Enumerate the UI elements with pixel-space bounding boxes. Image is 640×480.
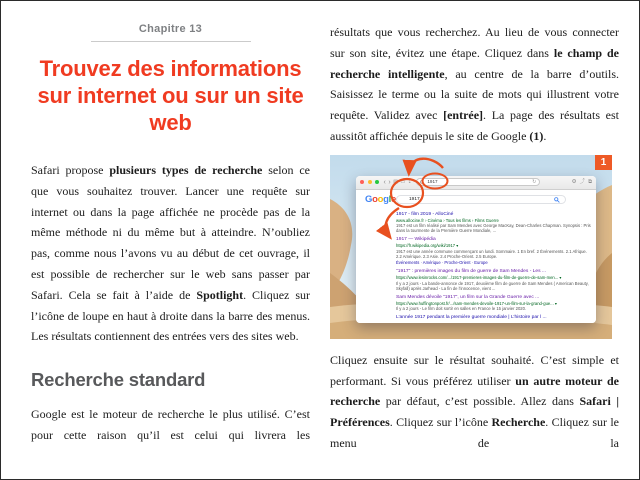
result-description: Il y a 2 jours - Le film doit sortir en salles en France le 15 janvier 2020. <box>396 306 527 312</box>
figure-safari-screenshot <box>330 155 612 339</box>
url-field-text: 1917 <box>427 179 438 185</box>
chapter-divider <box>91 41 251 42</box>
figure-number-badge: 1 <box>595 155 612 170</box>
safari-toolbar <box>356 176 596 190</box>
reload-icon[interactable]: ↻ <box>532 179 537 186</box>
result-description: 1917 est un film réalisé par Sam Mendes avec George MacKay, Dean-Charles Chapman. Synopsis : Pris dans la tourmente de la Première Guerre Mondiale, ... <box>396 223 591 234</box>
tab-overview-icon[interactable]: ⧉ <box>588 178 593 185</box>
paragraph-intro: Safari propose plusieurs types de recherche selon ce que vous souhaitez trouver. Lancer une requête sur internet ou dans la page affichée ne procède pas de la même méthode ni du même but à atteindre. N’oubliez pas, comme nous l’avons vu au début de cet ouvrage, il est possible de rechercher sur le web sans passer par Safari. Cela se fait à l’aide de Spotlight. Cliquez sur l’icône de loupe en haut à droite dans la barre des menus. Les résultats contiennent des entrées vers des sites web. <box>31 163 311 344</box>
google-search-input[interactable] <box>396 195 566 204</box>
search-result <box>396 212 592 234</box>
search-result <box>396 315 592 321</box>
smart-search-field[interactable] <box>416 178 540 186</box>
paragraph-result-click: Cliquez ensuite sur le résultat souhaité. C’est simple et performant. Si vous préférez utiliser un autre moteur de recherche par défaut, c’est possible. Allez dans Safari | Préférences. Cliquez sur l’icône Recherche. Cliquez sur le menu de la <box>330 352 620 450</box>
result-url: https://www.lesinrocks.com/.../1917-premieres-images-du-film-de-guerre-de-sam-men... ▾ <box>396 275 562 281</box>
search-results-list <box>396 212 592 321</box>
search-icon <box>420 180 425 185</box>
result-link[interactable]: "1917" : premières images du film de guerre de Sam Mendes - Les ... <box>396 268 547 274</box>
paragraph-search-field: résultats que vous recherchez. Au lieu de vous connecter sur son site, évitez une étape. Cliquez dans le champ de recherche intelligente, au centre de la barre d’outils. Saisissez le terme ou la suite de mots qui illustrent votre requête. Validez avec [entrée]. La page des résultats est aussitôt affichée depuis le site de Google (1). <box>330 25 620 143</box>
left-column <box>31 1 310 454</box>
result-url: https://www.huffingtonpost.fr/.../sam-mendes-devoile-1917-un-film-sur-la-grand-gue... ▾ <box>396 300 558 306</box>
result-url: https://fr.wikipedia.org/wiki/1917 ▾ <box>396 243 459 249</box>
close-window-button[interactable] <box>360 180 364 184</box>
fullscreen-window-button[interactable] <box>375 180 379 184</box>
result-link[interactable]: Sam Mendes dévoile "1917", un film sur la Grande Guerre avec ... <box>396 294 540 300</box>
back-button[interactable]: ‹ <box>383 178 386 186</box>
result-description: Il y a 2 jours - La bande-annonce de 1917, deuxième film de guerre de Sam Mendes ( American Beauty, Skyfall) après Jarhead - La fin de l’innocence, vient ... <box>396 280 589 291</box>
section-heading: Recherche standard <box>31 369 206 391</box>
result-link[interactable]: 1917 - film 2019 - AlloCiné <box>396 211 454 217</box>
chapter-label: Chapitre 13 <box>138 23 203 35</box>
result-description: 1917 est une année commune commençant un lundi. Sommaire. 1 En bref. 2 Événements. 2.1 Afrique. 2.2 Amérique. 2.3 Asie. 2.4 Proche-Orient. 2.5 Europe. <box>396 248 587 259</box>
result-link[interactable]: L’année 1917 pendant la première guerre mondiale | L’histoire par l ... <box>396 315 547 321</box>
search-result <box>396 269 592 291</box>
safari-window <box>356 176 596 323</box>
google-search-icon[interactable] <box>554 197 560 203</box>
gear-icon[interactable]: ⚙ <box>571 178 577 185</box>
download-icon[interactable]: ⇣ <box>407 178 412 185</box>
result-sublinks[interactable]: Événements · Amérique · Proche-Orient · Europe <box>396 259 488 265</box>
page-title: Trouvez des informations sur internet ou sur un site web <box>37 56 304 135</box>
search-result <box>396 237 592 265</box>
search-result <box>396 295 592 312</box>
reader-icon[interactable]: ▭ <box>400 178 406 185</box>
paragraph-google: Google est le moteur de recherche le plus utilisé. C’est pour cette raison qu’il est celui qui livrera les <box>31 407 311 442</box>
google-results-page <box>356 190 596 323</box>
forward-button[interactable]: › <box>388 178 391 186</box>
sidebar-icon[interactable]: ▤ <box>393 178 398 185</box>
result-url: www.allocine.fr › Cinéma › Tous les films › Films Guerre <box>396 217 499 223</box>
minimize-window-button[interactable] <box>368 180 372 184</box>
right-column <box>330 1 619 454</box>
google-query-text: 1917 <box>409 197 420 203</box>
google-logo: Google <box>365 193 396 205</box>
share-icon[interactable]: ⤴ <box>579 178 586 185</box>
result-link[interactable]: 1917 — Wikipédia <box>396 237 436 243</box>
